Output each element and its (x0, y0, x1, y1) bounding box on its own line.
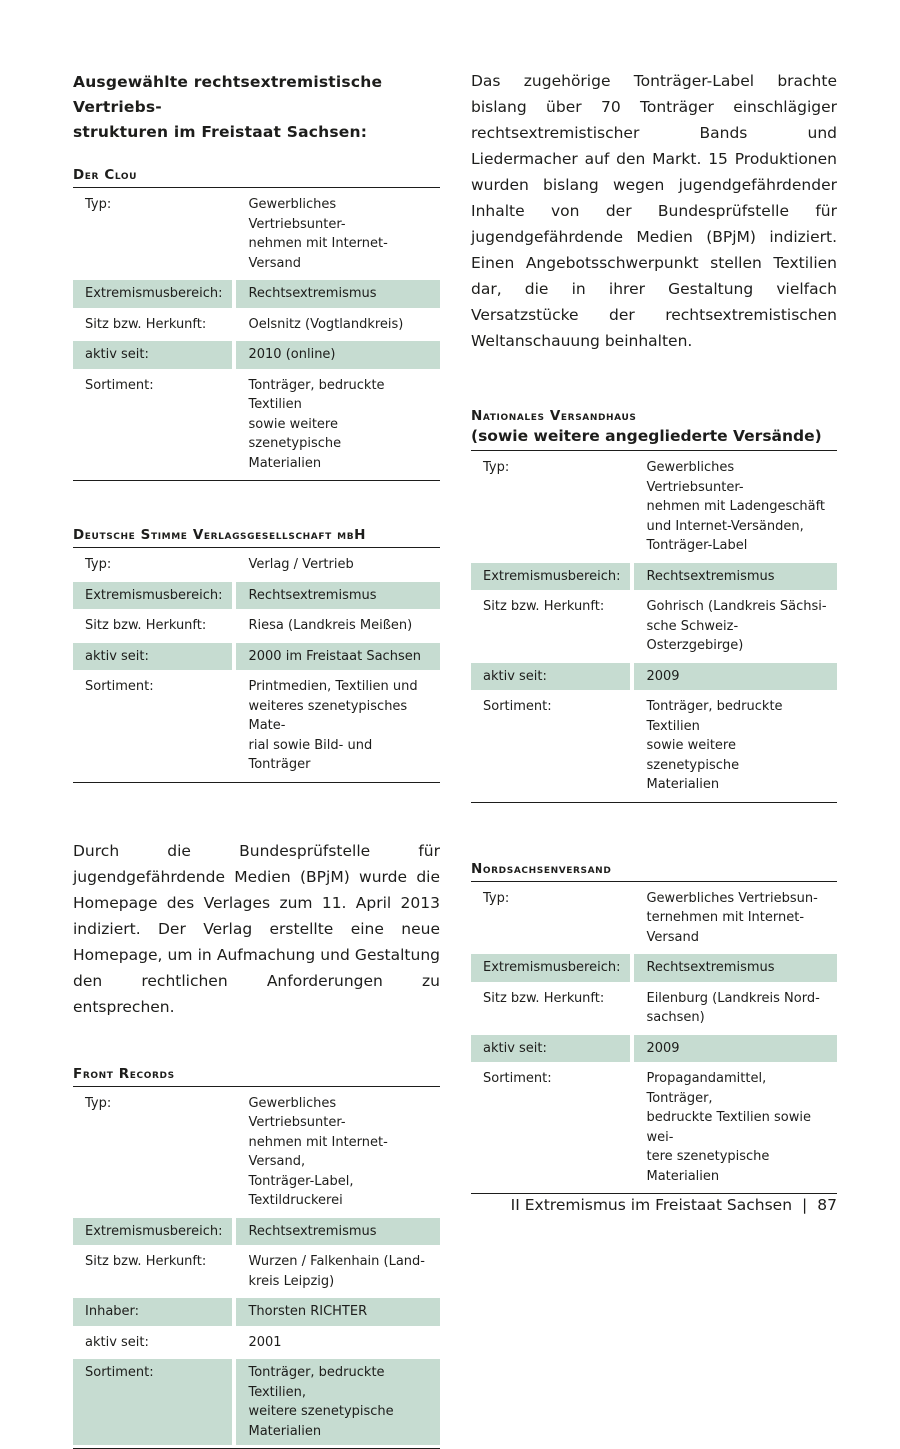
row-value: Propagandamittel, Tonträger, bedruckte Textilien sowie wei- tere szenetypische Materialien (634, 1065, 837, 1190)
row-value: Rechtsextremismus (634, 563, 837, 591)
row-value: Verlag / Vertrieb (236, 551, 440, 579)
row-value: 2010 (online) (236, 341, 440, 369)
table-row (73, 191, 440, 277)
row-value: Gewerbliches Vertriebsunter- nehmen mit Internet-Versand (236, 191, 440, 277)
table-row (73, 341, 440, 369)
footer-chapter: II Extremismus im Freistaat Sachsen (511, 1196, 792, 1214)
row-value: Rechtsextremismus (236, 280, 440, 308)
row-label: Sortiment: (73, 673, 236, 779)
row-label: aktiv seit: (73, 1329, 236, 1357)
row-label: Typ: (73, 191, 236, 277)
row-value: 2009 (634, 1035, 837, 1063)
row-value: Printmedien, Textilien und weiteres szenetypisches Mate- rial sowie Bild- und Tonträger (236, 673, 440, 779)
table-row (471, 1065, 837, 1190)
row-label: Sitz bzw. Herkunft: (471, 593, 634, 660)
row-label: Extremismusbereich: (73, 280, 236, 308)
footer-separator: | (802, 1196, 807, 1214)
row-label: Sitz bzw. Herkunft: (471, 985, 634, 1032)
row-value: Thorsten RICHTER (236, 1298, 440, 1326)
row-label: Extremismusbereich: (73, 582, 236, 610)
table-row (471, 885, 837, 952)
row-value: 2009 (634, 663, 837, 691)
table-row (73, 372, 440, 478)
right-column (471, 70, 837, 1194)
page-footer (511, 1194, 837, 1216)
row-label: Sortiment: (471, 693, 634, 799)
table-row (73, 1359, 440, 1445)
row-label: Typ: (471, 454, 634, 560)
section-title-nationales-versandhaus: Nationales Versandhaus (471, 408, 837, 426)
table-row (471, 1035, 837, 1063)
row-label: aktiv seit: (471, 663, 634, 691)
row-label: Typ: (73, 551, 236, 579)
row-label: Typ: (73, 1090, 236, 1215)
row-label: Inhaber: (73, 1298, 236, 1326)
table-row (73, 1298, 440, 1326)
info-table-nordsachsenversand (471, 881, 837, 1195)
table-row (73, 582, 440, 610)
row-label: Sortiment: (73, 372, 236, 478)
page-number: 87 (817, 1196, 837, 1214)
row-value: Gohrisch (Landkreis Sächsi- sche Schweiz-Osterzgebirge) (634, 593, 837, 660)
row-value: Tonträger, bedruckte Textilien sowie weitere szenetypische Materialien (236, 372, 440, 478)
table-row (471, 954, 837, 982)
row-value: Rechtsextremismus (236, 1218, 440, 1246)
row-label: Extremismusbereich: (471, 954, 634, 982)
row-value: Tonträger, bedruckte Textilien sowie weitere szenetypische Materialien (634, 693, 837, 799)
table-row (73, 1248, 440, 1295)
row-label: Typ: (471, 885, 634, 952)
row-label: aktiv seit: (73, 341, 236, 369)
table-row (471, 454, 837, 560)
row-value: Riesa (Landkreis Meißen) (236, 612, 440, 640)
row-value: Tonträger, bedruckte Textilien, weitere szenetypische Materialien (236, 1359, 440, 1445)
row-value: 2000 im Freistaat Sachsen (236, 643, 440, 671)
row-label: Sitz bzw. Herkunft: (73, 612, 236, 640)
row-value: 2001 (236, 1329, 440, 1357)
table-row (471, 593, 837, 660)
section-subtitle-nationales-versandhaus: (sowie weitere angegliederte Versände) (471, 426, 837, 450)
table-row (471, 563, 837, 591)
row-label: Sitz bzw. Herkunft: (73, 311, 236, 339)
section-title-der-clou: Der Clou (73, 167, 440, 187)
paragraph-tontraeger-label: Das zugehörige Tonträger-Label brachte bislang über 70 Tonträger einschlägiger rechtsextremistischer Bands und Liedermacher auf den Markt. 15 Produktionen wurden bislang wegen jugendgefährdender Inhalte von der Bundesprüfstelle für jugendgefährdende Medien (BPjM) indiziert. Einen Angebotsschwerpunkt stellen Textilien dar, die in ihrer Gestaltung vielfach Versatzstücke der rechtsextremistischen Weltanschauung beinhalten. (471, 68, 837, 354)
info-table-der-clou (73, 187, 440, 481)
table-row (471, 985, 837, 1032)
table-row (471, 693, 837, 799)
row-label: aktiv seit: (471, 1035, 634, 1063)
table-row (73, 1329, 440, 1357)
table-row (73, 643, 440, 671)
row-label: aktiv seit: (73, 643, 236, 671)
row-value: Gewerbliches Vertriebsunter- nehmen mit Internet-Versand, Tonträger-Label, Textildruckerei (236, 1090, 440, 1215)
table-row (73, 280, 440, 308)
row-value: Rechtsextremismus (236, 582, 440, 610)
table-row (73, 1090, 440, 1215)
left-column (73, 70, 440, 1449)
page-heading-line-1: Ausgewählte rechtsextremistische Vertriebs- (73, 70, 440, 120)
section-title-nordsachsenversand: Nordsachsenversand (471, 861, 837, 881)
row-label: Sortiment: (73, 1359, 236, 1445)
row-label: Sitz bzw. Herkunft: (73, 1248, 236, 1295)
table-row (471, 663, 837, 691)
row-label: Sortiment: (471, 1065, 634, 1190)
paragraph-verlag-homepage: Durch die Bundesprüfstelle für jugendgefährdende Medien (BPjM) wurde die Homepage des Verlages zum 11. April 2013 indiziert. Der Verlag erstellte eine neue Homepage, um in Aufmachung und Gestaltung den rechtlichen Anforderungen zu entsprechen. (73, 838, 440, 1020)
row-label: Extremismusbereich: (73, 1218, 236, 1246)
row-value: Eilenburg (Landkreis Nord- sachsen) (634, 985, 837, 1032)
row-value: Rechtsextremismus (634, 954, 837, 982)
info-table-deutsche-stimme (73, 547, 440, 783)
row-value: Oelsnitz (Vogtlandkreis) (236, 311, 440, 339)
row-value: Gewerbliches Vertriebsunter- nehmen mit Ladengeschäft und Internet-Versänden, Tonträger-Label (634, 454, 837, 560)
section-title-front-records: Front Records (73, 1066, 440, 1086)
table-row (73, 673, 440, 779)
info-table-nationales-versandhaus (471, 450, 837, 803)
table-row (73, 1218, 440, 1246)
section-title-deutsche-stimme: Deutsche Stimme Verlagsgesellschaft mbH (73, 527, 440, 547)
row-value: Gewerbliches Vertriebsun- ternehmen mit Internet- Versand (634, 885, 837, 952)
row-value: Wurzen / Falkenhain (Land- kreis Leipzig) (236, 1248, 440, 1295)
row-label: Extremismusbereich: (471, 563, 634, 591)
table-row (73, 311, 440, 339)
info-table-front-records (73, 1086, 440, 1449)
table-row (73, 612, 440, 640)
page-heading-line-2: strukturen im Freistaat Sachsen: (73, 120, 440, 145)
page-heading (73, 70, 440, 145)
table-row (73, 551, 440, 579)
